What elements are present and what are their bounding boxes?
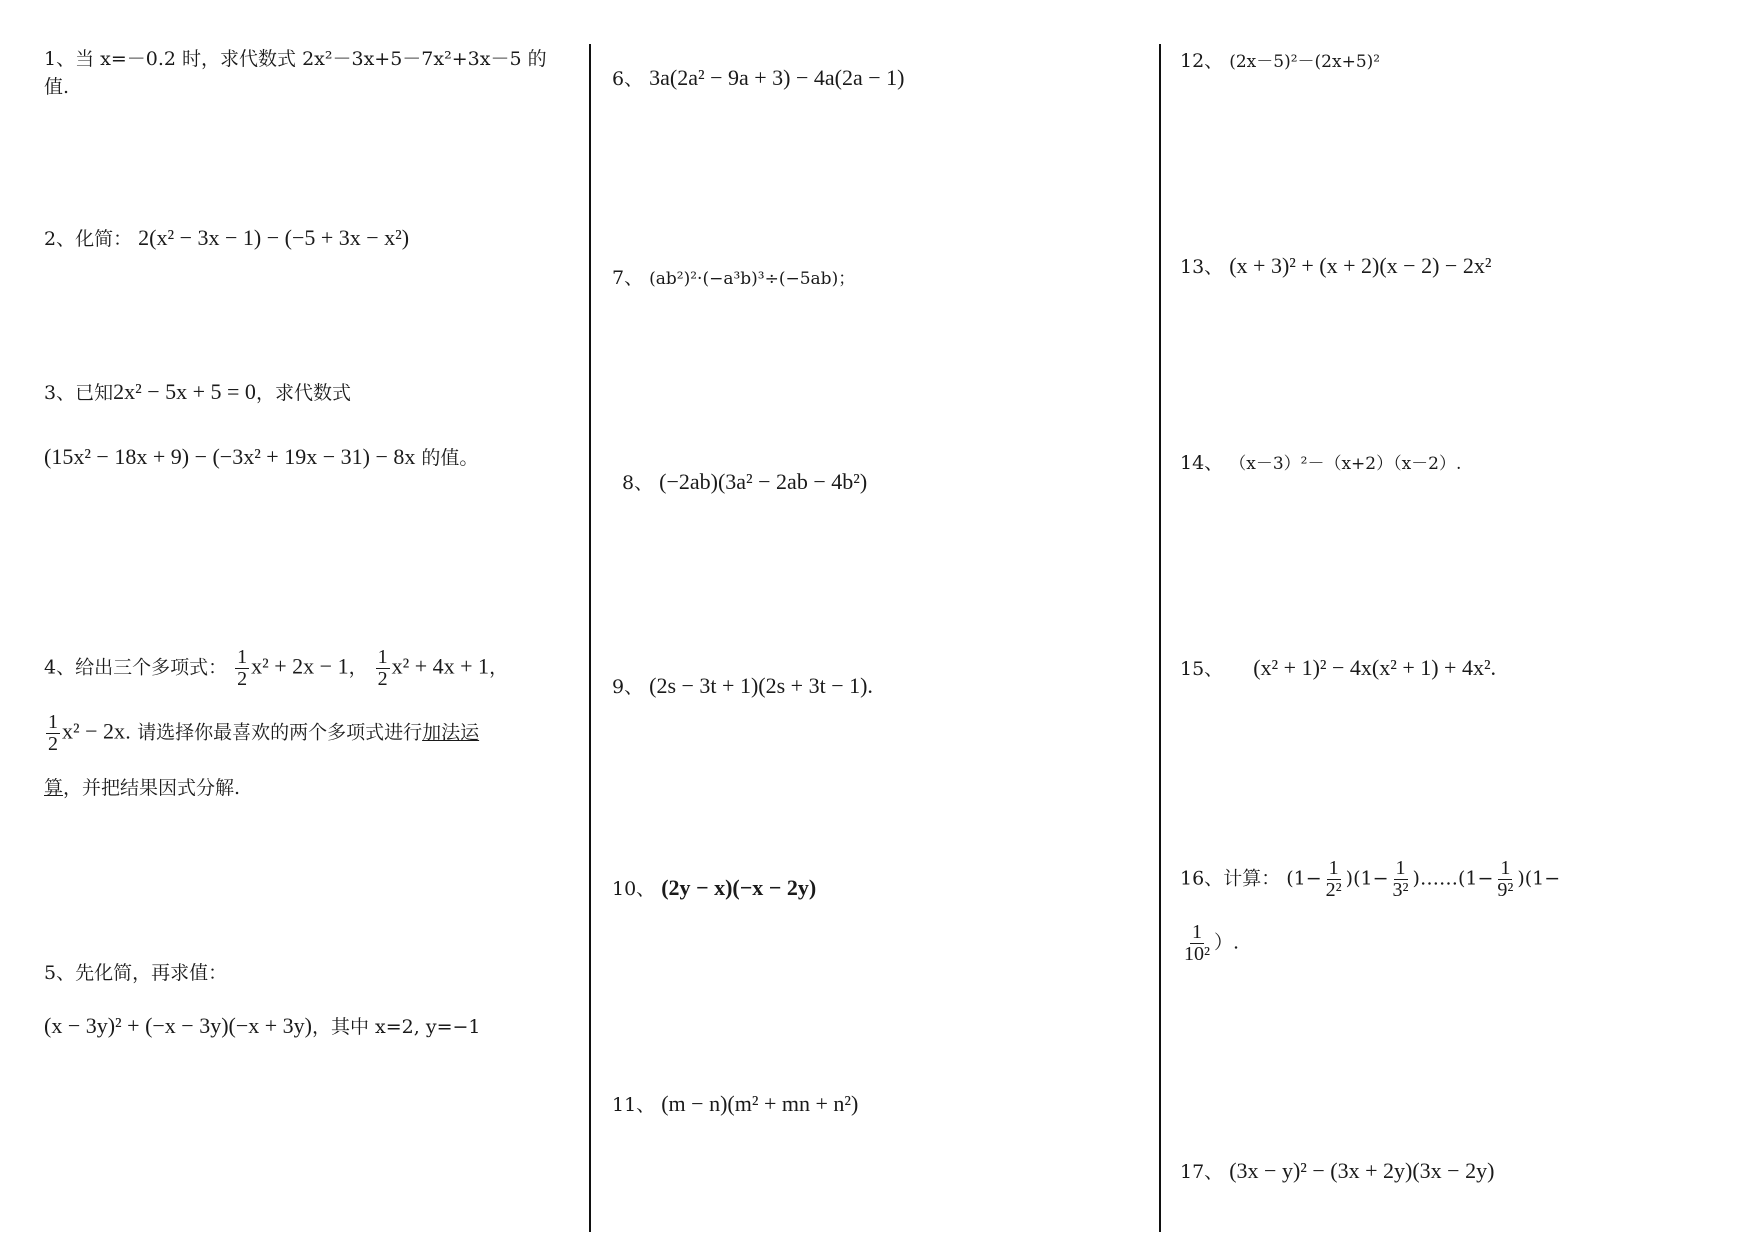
problem-tail: 的值。 [421, 447, 479, 469]
math-expression: 3a(2a² − 9a + 3) − 4a(2a − 1) [649, 65, 905, 90]
problem-number: 1、 [44, 48, 76, 70]
math-expression: (x + 3)² + (x + 2)(x − 2) − 2x² [1229, 253, 1492, 278]
problem-number: 14、 [1180, 452, 1224, 474]
problem-lead: 给出三个多项式： [75, 656, 228, 679]
polynomial-2: x² + 4x + 1 [391, 653, 490, 679]
problem-5-expression [44, 1010, 481, 1042]
problem-14 [1180, 450, 1461, 478]
math-expression: (ab²)²·(−a³b)³÷(−5ab)； [649, 269, 856, 289]
problem-12 [1180, 48, 1380, 76]
column-divider-right [1159, 44, 1161, 1232]
paren-pair: )(1− [1345, 867, 1389, 890]
problem-10 [612, 872, 816, 904]
problem-number: 10、 [612, 878, 656, 900]
fraction: $\frac{1}{\text{10²}}$ [1184, 921, 1210, 965]
math-expression: (2y − x)(−x − 2y) [661, 875, 817, 900]
math-expression: (−2ab)(3a² − 2ab − 4b²) [659, 469, 868, 494]
problem-number: 17、 [1180, 1161, 1224, 1183]
problem-number: 8、 [622, 472, 654, 494]
problem-number: 2、 [44, 228, 76, 250]
underlined-text: 加法运 [422, 721, 480, 744]
fraction-half: $\frac{1}{2}$ [48, 711, 58, 755]
separator: ， [489, 656, 509, 679]
problem-number: 16、 [1180, 867, 1224, 890]
fraction-half: $\frac{1}{2}$ [377, 646, 388, 690]
problem-number: 3、 [44, 382, 76, 404]
paren-open: (1− [1457, 867, 1494, 890]
problem-7 [612, 265, 855, 293]
problem-text: ，并把结果因式分解. [63, 777, 241, 799]
problem-15 [1180, 652, 1496, 684]
fraction-half: $\frac{1}{2}$ [237, 646, 248, 690]
problem-mid: ，求代数式 [255, 382, 351, 404]
underlined-text: 算 [44, 777, 64, 799]
problem-3-expression [44, 441, 478, 473]
problem-9 [612, 670, 873, 702]
ellipsis: …… [1419, 867, 1458, 890]
math-expression: （x－3）²－（x+2）（x－2）. [1229, 454, 1462, 474]
problem-17 [1180, 1155, 1494, 1187]
math-expression: (2x－5)²－(2x+5)² [1229, 52, 1381, 72]
problem-4 [44, 647, 508, 690]
math-expression: (3x − y)² − (3x + 2y)(3x − 2y) [1229, 1158, 1495, 1183]
problem-lead: 已知 [75, 382, 114, 404]
problem-number: 5、 [44, 962, 76, 984]
problem-text-cont: 值. [44, 75, 70, 98]
math-expression: (x² + 1)² − 4x(x² + 1) + 4x². [1253, 655, 1497, 680]
problem-6 [612, 62, 905, 94]
math-expression: (x − 3y)² + (−x − 3y)(−x + 3y) [44, 1013, 312, 1038]
problem-end: ）. [1214, 931, 1240, 954]
problem-tail: ，其中 x=2, y=−1 [312, 1016, 481, 1038]
problem-number: 12、 [1180, 50, 1224, 72]
problem-3 [44, 376, 351, 408]
problem-8 [622, 466, 867, 498]
problem-4-cont [44, 712, 479, 755]
problem-text: . 请选择你最喜欢的两个多项式进行 [125, 721, 423, 744]
problem-5 [44, 960, 227, 988]
polynomial-3: x² − 2x [62, 718, 126, 744]
problem-label: 计算： [1223, 867, 1281, 890]
problem-number: 13、 [1180, 256, 1224, 278]
math-expression: 2(x² − 3x − 1) − (−5 + 3x − x²) [138, 225, 410, 250]
problem-4-cont2 [44, 775, 240, 803]
problem-1 [44, 46, 547, 101]
problem-label: 先化简，再求值： [75, 962, 228, 984]
problem-number: 4、 [44, 656, 76, 679]
problem-number: 9、 [612, 676, 644, 698]
paren-open: (1− [1286, 867, 1322, 890]
problem-number: 11、 [612, 1094, 656, 1116]
polynomial-1: x² + 2x − 1 [251, 653, 349, 679]
problem-2 [44, 222, 409, 254]
paren-close: ) [1412, 867, 1420, 890]
math-expression: (m − n)(m² + mn + n²) [661, 1091, 859, 1116]
fraction: $\frac{1}{\text{2²}}$ [1325, 857, 1342, 901]
math-expression: (15x² − 18x + 9) − (−3x² + 19x − 31) − 8x [44, 444, 416, 469]
fraction: $\frac{1}{\text{3²}}$ [1392, 857, 1409, 901]
column-divider-left [589, 44, 591, 1232]
problem-16-cont [1180, 922, 1239, 965]
problem-number: 15、 [1180, 658, 1224, 680]
problem-number: 6、 [612, 68, 644, 90]
problem-text: 当 x=－0.2 时，求代数式 2x²－3x+5－7x²+3x－5 的 [75, 48, 547, 70]
fraction: $\frac{1}{\text{9²}}$ [1497, 857, 1514, 901]
separator: ， [348, 656, 368, 679]
problem-number: 7、 [612, 267, 644, 289]
problem-label: 化简： [75, 228, 133, 250]
problem-11 [612, 1088, 858, 1120]
paren-pair: )(1− [1517, 867, 1561, 890]
math-condition: 2x² − 5x + 5 = 0 [113, 379, 256, 404]
math-expression: (2s − 3t + 1)(2s + 3t − 1). [649, 673, 873, 698]
problem-13 [1180, 250, 1491, 282]
problem-16 [1180, 858, 1560, 901]
